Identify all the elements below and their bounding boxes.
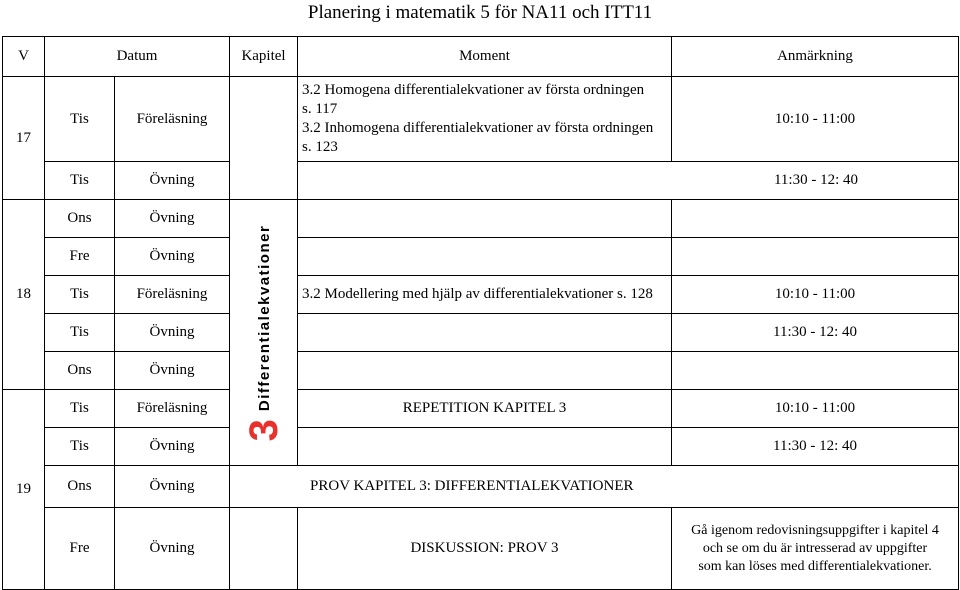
kapitel-empty-cell [230,77,298,200]
day-cell: Ons [45,200,115,238]
note-cell [672,352,959,390]
note-cell [672,238,959,276]
table-row [3,276,959,314]
day-cell: Fre [45,508,115,590]
note-cell: 11:30 - 12: 40 [672,314,959,352]
day-cell: Tis [45,162,115,200]
day-cell: Tis [45,314,115,352]
week-number: 18 [3,200,45,390]
note-line: som kan löses med differentialekvationer. [698,558,932,574]
week-number: 17 [3,77,45,200]
type-cell: Övning [115,314,230,352]
page-title: Planering i matematik 5 för NA11 och ITT11 [307,2,653,23]
moment-cell [298,314,672,352]
type-cell: Övning [115,200,230,238]
type-cell: Föreläsning [115,276,230,314]
type-cell: Övning [115,238,230,276]
moment-cell: DISKUSSION: PROV 3 [298,508,672,590]
col-header-v: V [3,37,45,77]
day-cell: Tis [45,428,115,466]
note-cell: 11:30 - 12: 40 [672,428,959,466]
moment-cell [298,352,672,390]
day-cell: Tis [45,390,115,428]
moment-line: s. 123 [302,139,338,155]
note-cell: 10:10 - 11:00 [672,390,959,428]
col-header-kapitel: Kapitel [230,37,298,77]
type-cell: Föreläsning [115,390,230,428]
chapter-cell [230,200,298,466]
schedule-table [2,36,959,590]
moment-cell: REPETITION KAPITEL 3 [298,390,672,428]
note-cell: 11:30 - 12: 40 [298,162,959,200]
note-cell: 10:10 - 11:00 [672,276,959,314]
table-row [3,390,959,428]
note-line: och se om du är intresserad av uppgifter [702,540,928,556]
type-cell: Övning [115,428,230,466]
moment-line: s. 117 [302,101,338,117]
moment-cell [298,77,672,162]
kapitel-empty-cell [230,508,298,590]
note-cell [672,200,959,238]
note-cell [672,508,959,590]
moment-cell: PROV KAPITEL 3: DIFFERENTIALEKVATIONER [230,466,959,508]
moment-cell: 3.2 Modellering med hjälp av differentialekvationer s. 128 [298,276,672,314]
moment-line: 3.2 Inhomogena differentialekvationer av första ordningen [302,120,654,136]
col-header-anmarkning: Anmärkning [672,37,959,77]
note-cell: 10:10 - 11:00 [672,77,959,162]
table-row [3,162,959,200]
week-number: 19 [3,390,45,590]
type-cell: Övning [115,466,230,508]
table-row [3,428,959,466]
type-cell: Övning [115,508,230,590]
table-row [3,200,959,238]
note-line: Gå igenom redovisningsuppgifter i kapitel 4 [691,522,939,538]
table-row [3,466,959,508]
moment-cell [298,238,672,276]
table-row [3,508,959,590]
table-row [3,352,959,390]
type-cell: Övning [115,162,230,200]
chapter-number: 3 [241,418,286,441]
type-cell: Föreläsning [115,77,230,162]
col-header-datum: Datum [45,37,230,77]
table-row [3,77,959,162]
day-cell: Fre [45,238,115,276]
day-cell: Ons [45,466,115,508]
day-cell: Ons [45,352,115,390]
chapter-name: Differentialekvationer [255,224,273,411]
table-row [3,314,959,352]
header-row [3,37,959,77]
type-cell: Övning [115,352,230,390]
table-row [3,238,959,276]
moment-line: 3.2 Homogena differentialekvationer av första ordningen [302,82,645,98]
day-cell: Tis [45,276,115,314]
col-header-moment: Moment [298,37,672,77]
moment-cell [298,200,672,238]
day-cell: Tis [45,77,115,162]
moment-cell [298,428,672,466]
